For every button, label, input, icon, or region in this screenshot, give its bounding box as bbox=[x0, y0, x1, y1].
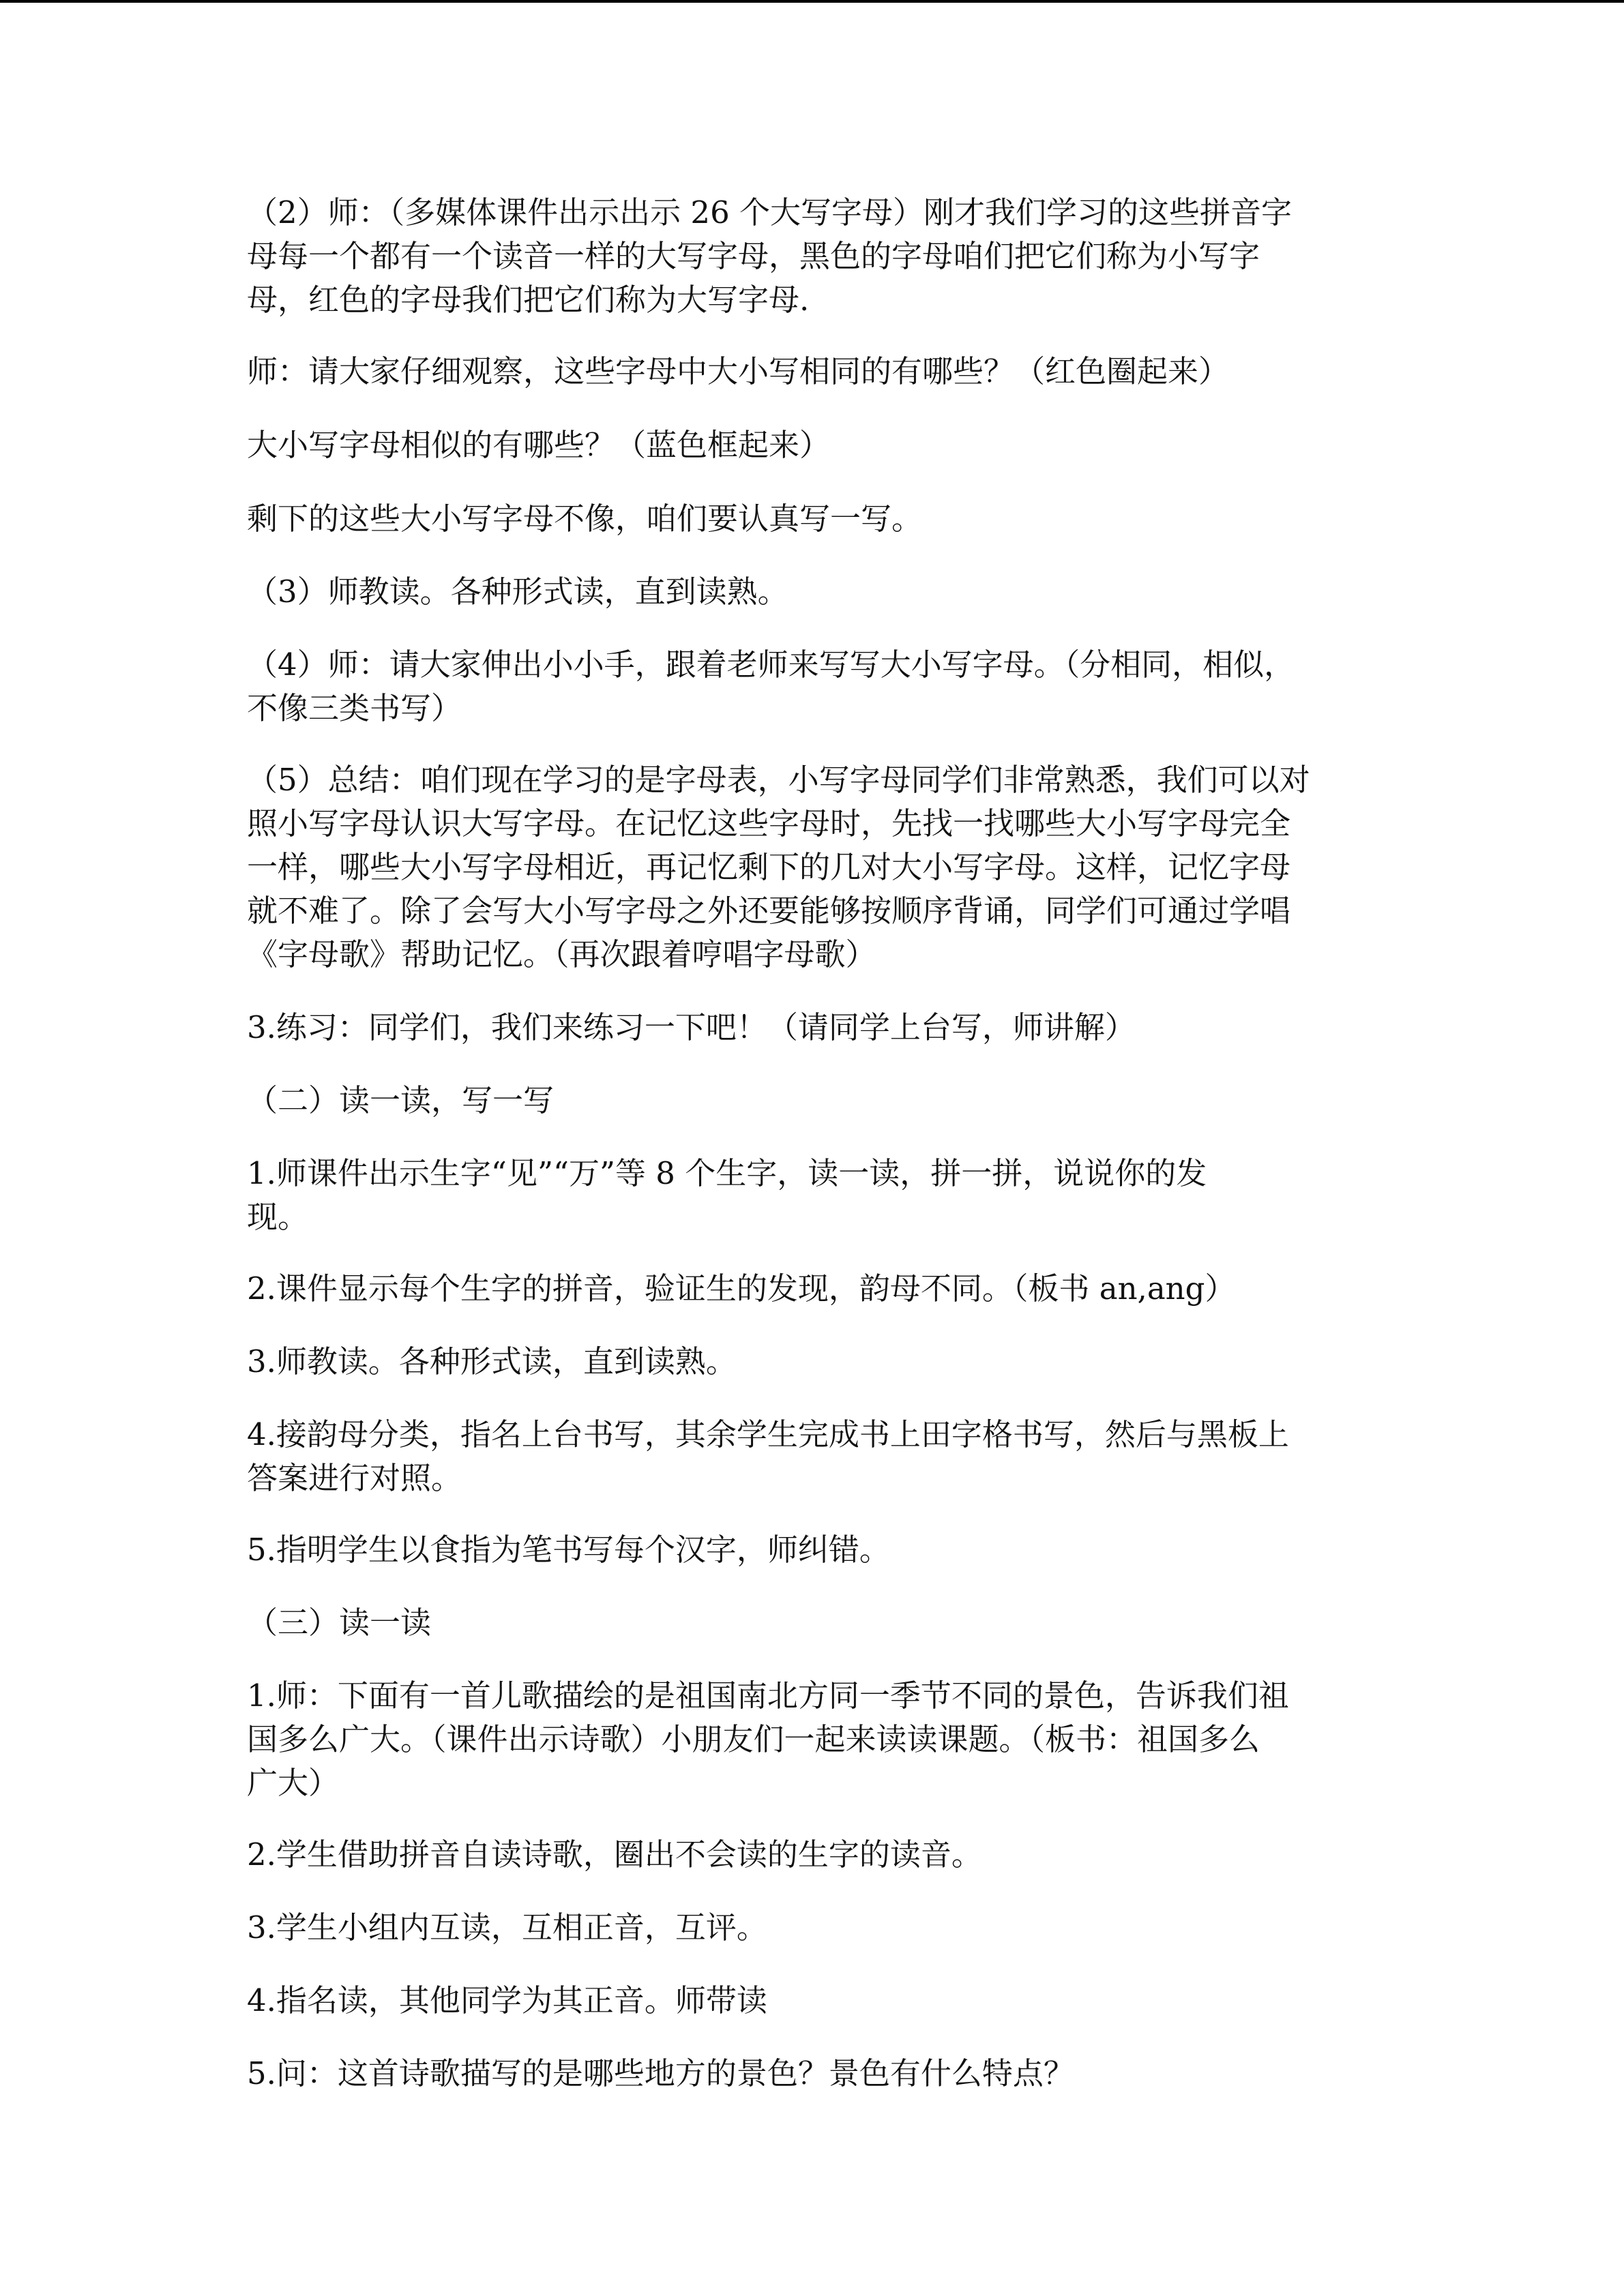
paragraph: （4）师：请大家伸出小小手，跟着老师来写写大小写字母。（分相同，相似， 不像三类书写） bbox=[247, 646, 1295, 726]
paragraph: 2.学生借助拼音自读诗歌，圈出不会读的生字的读音。 bbox=[247, 1836, 982, 1873]
paragraph: 师：请大家仔细观察，这些字母中大小写相同的有哪些？（红色圈起来） bbox=[247, 353, 1230, 389]
paragraph: （三）读一读 bbox=[247, 1605, 432, 1641]
paragraph: （二）读一读，写一写 bbox=[247, 1082, 555, 1118]
paragraph: 剩下的这些大小写字母不像，咱们要认真写一写。 bbox=[247, 501, 923, 537]
paragraph: 5.指明学生以食指为笔书写每个汉字，师纠错。 bbox=[247, 1532, 890, 1568]
paragraph: （5）总结：咱们现在学习的是字母表，小写字母同学们非常熟悉，我们可以对 照小写字母认识大写字母。在记忆这些字母时，先找一找哪些大小写字母完全 一样，哪些大小写字母相近，再记忆剩下的几对大小写字母。这样，记忆字母 就不难了。除了会写大小写字母之外还要能够按顺序背诵，同学们可通过学唱 《字母歌》帮助记忆。（再次跟着哼唱字母歌） bbox=[247, 762, 1310, 972]
page-top-border bbox=[0, 0, 1624, 3]
paragraph: 2.课件显示每个生字的拼音，验证生的发现，韵母不同。（板书 an,ang） bbox=[247, 1270, 1236, 1307]
paragraph: （2）师：（多媒体课件出示出示 26 个大写字母）刚才我们学习的这些拼音字 母每一个都有一个读音一样的大写字母，黑色的字母咱们把它们称为小写字 母，红色的字母我们把它们称为大写字母. bbox=[247, 194, 1293, 318]
paragraph: 1.师课件出示生字“见”“万”等 8 个生字，读一读，拼一拼，说说你的发 现。 bbox=[247, 1155, 1207, 1235]
paragraph: 3.学生小组内互读，互相正音，互评。 bbox=[247, 1909, 767, 1945]
paragraph: （3）师教读。各种形式读，直到读熟。 bbox=[247, 573, 788, 610]
paragraph: 1.师：下面有一首儿歌描绘的是祖国南北方同一季节不同的景色，告诉我们祖 国多么广大。（课件出示诗歌）小朋友们一起来读读课题。（板书：祖国多么 广大） bbox=[247, 1678, 1289, 1801]
paragraph: 4.指名读，其他同学为其正音。师带读 bbox=[247, 1982, 767, 2018]
document-body bbox=[247, 191, 1379, 2096]
paragraph: 3.练习：同学们，我们来练习一下吧！（请同学上台写，师讲解） bbox=[247, 1009, 1136, 1045]
paragraph: 4.接韵母分类，指名上台书写，其余学生完成书上田字格书写，然后与黑板上 答案进行对照。 bbox=[247, 1416, 1289, 1496]
paragraph: 大小写字母相似的有哪些？（蓝色框起来） bbox=[247, 427, 831, 463]
paragraph: 3.师教读。各种形式读，直到读熟。 bbox=[247, 1343, 737, 1380]
paragraph: 5.问：这首诗歌描写的是哪些地方的景色？景色有什么特点？ bbox=[247, 2055, 1074, 2091]
